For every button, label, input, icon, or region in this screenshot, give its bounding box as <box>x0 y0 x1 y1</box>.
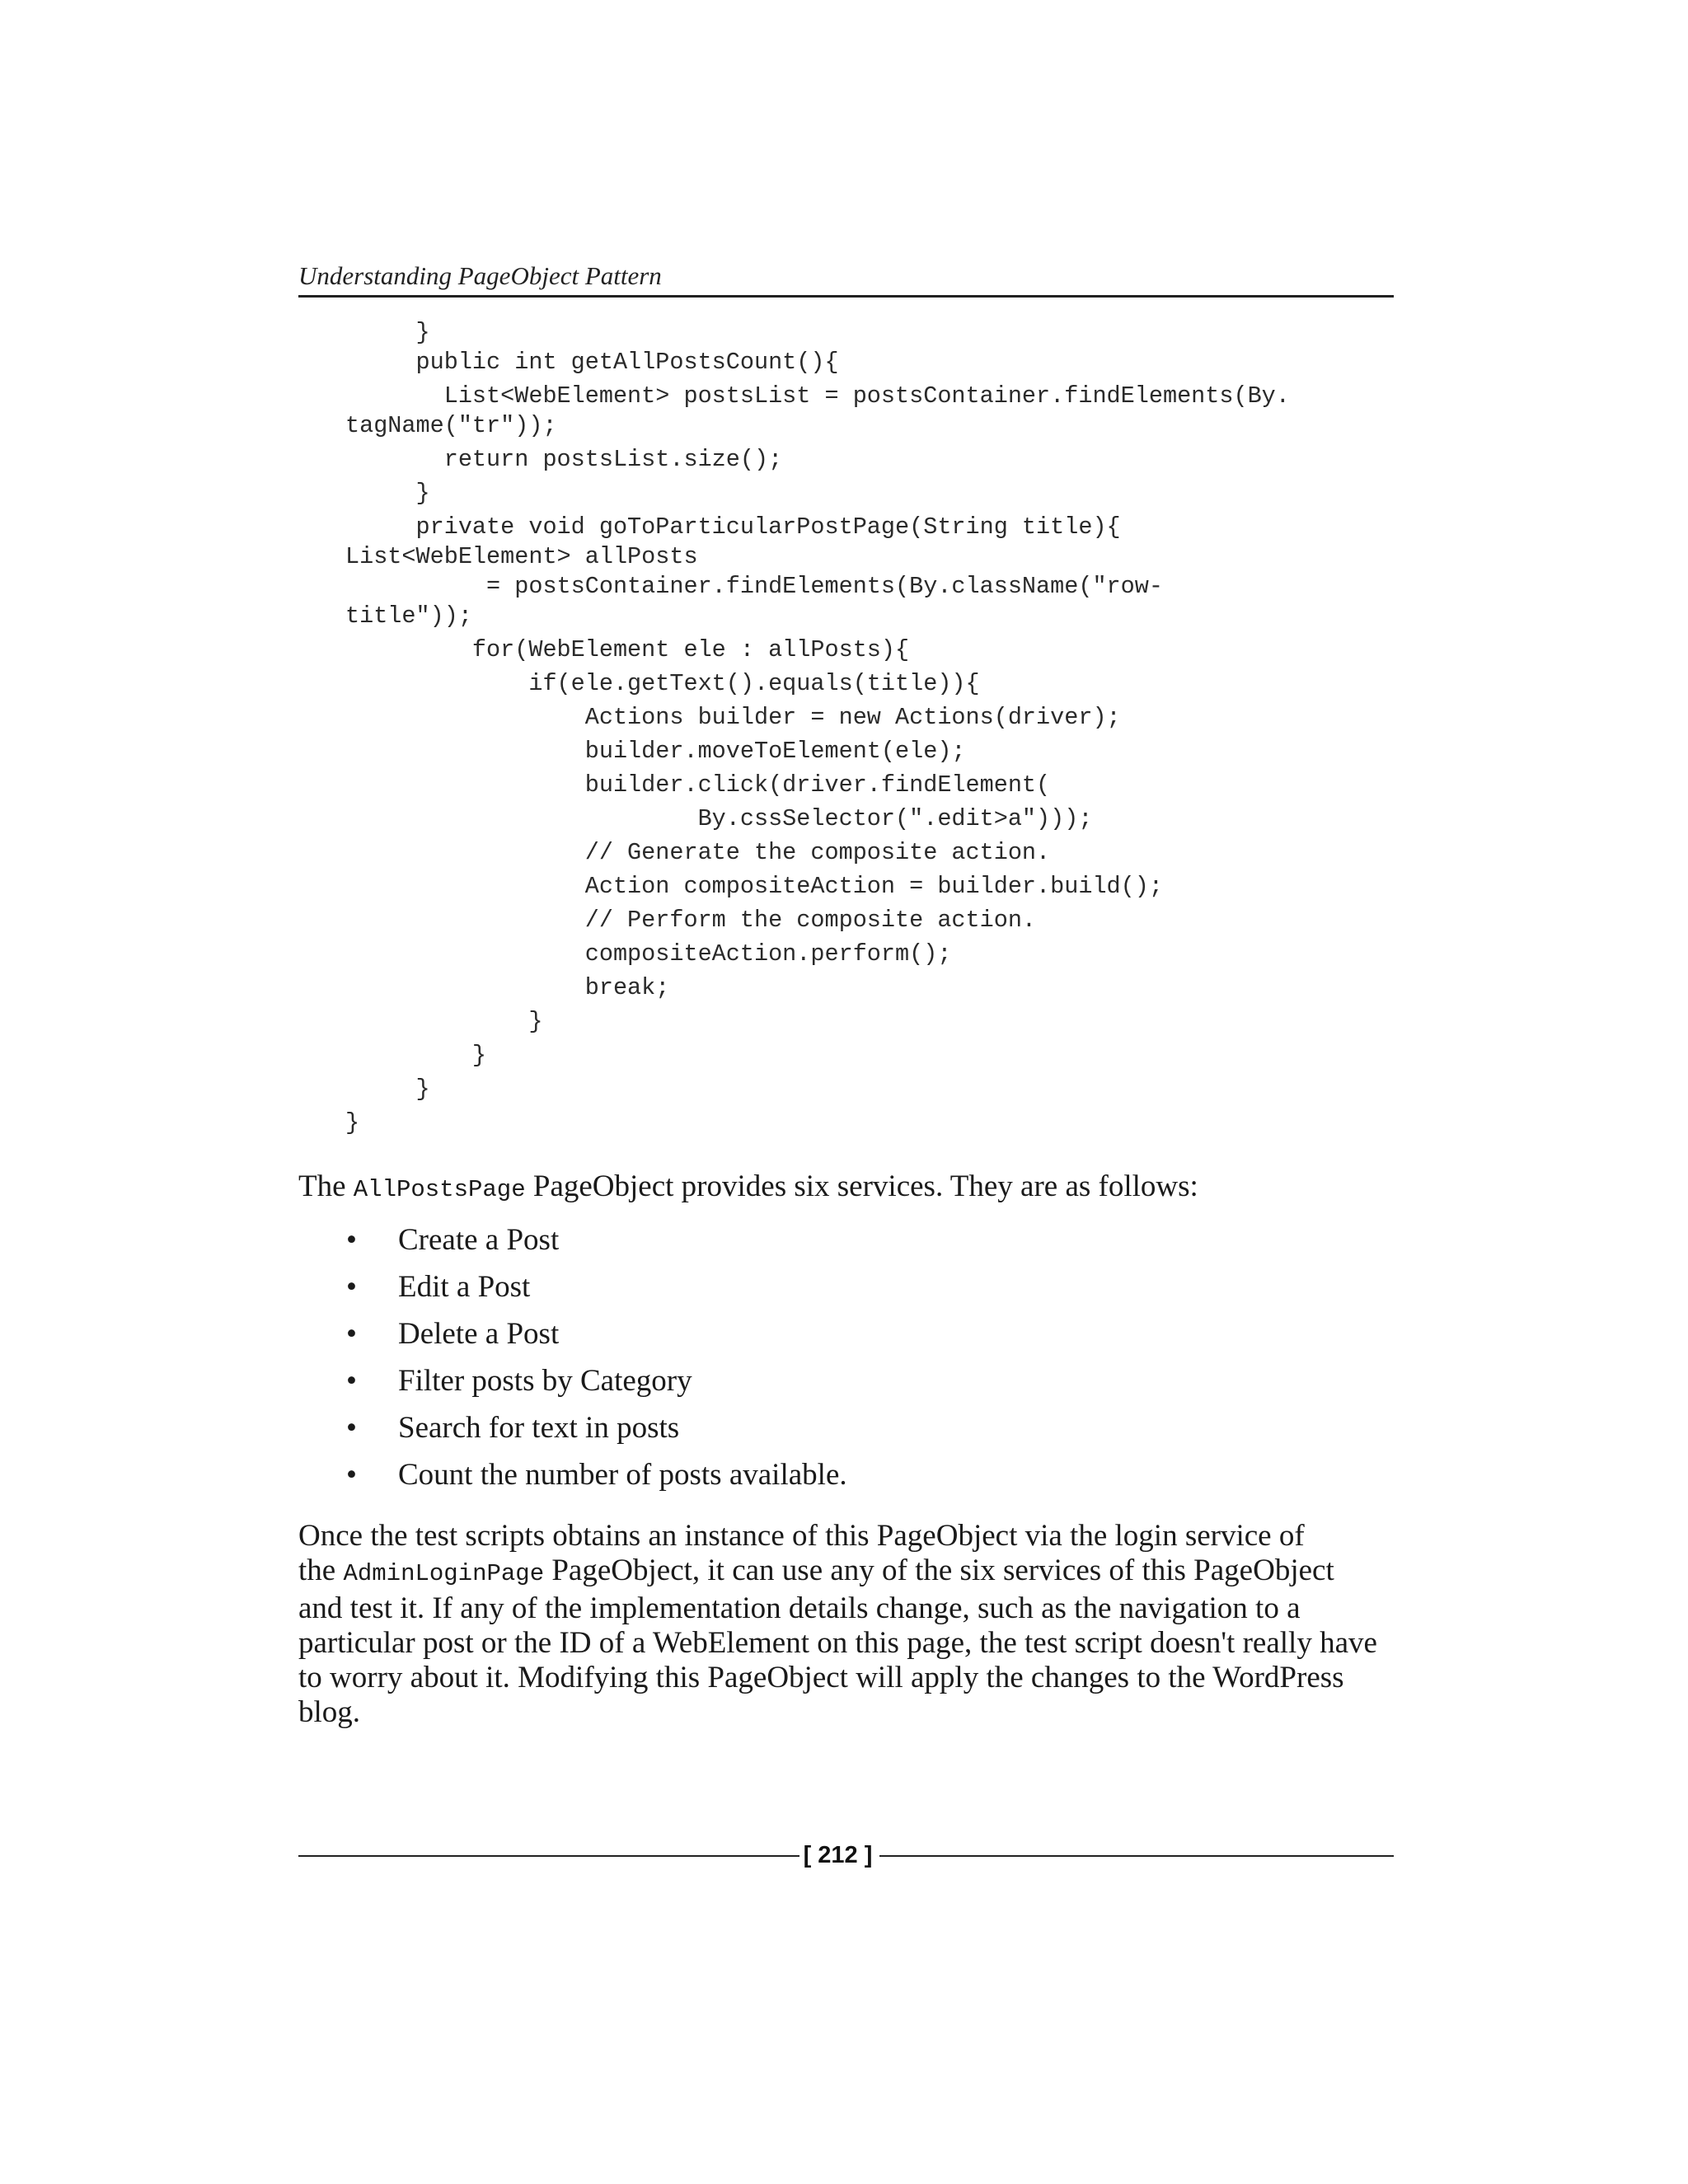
code-line: builder.moveToElement(ele); <box>345 738 966 765</box>
code-line: } <box>345 480 430 507</box>
code-line: List<WebElement> allPosts <box>345 543 698 570</box>
list-item-label: Filter posts by Category <box>398 1364 692 1398</box>
paragraph-line-1: Once the test scripts obtains an instance of this PageObject via the login service of <box>298 1519 1305 1553</box>
code-line: } <box>345 1076 430 1103</box>
list-item-label: Delete a Post <box>398 1317 560 1351</box>
code-line: return postsList.size(); <box>345 446 783 473</box>
code-line: public int getAllPostsCount(){ <box>345 349 839 376</box>
code-line: title")); <box>345 602 472 630</box>
code-line: private void goToParticularPostPage(String title){ <box>345 513 1121 541</box>
list-item-label: Search for text in posts <box>398 1411 680 1445</box>
intro-text-before: The <box>298 1169 354 1203</box>
bullet-icon: • <box>346 1223 357 1257</box>
intro-text-after: PageObject provides six services. They are as follows: <box>525 1169 1198 1203</box>
code-line: builder.click(driver.findElement( <box>345 771 1051 799</box>
list-item <box>346 1458 847 1505</box>
code-line: } <box>345 1109 360 1137</box>
list-item <box>346 1223 847 1270</box>
body-paragraph <box>298 1519 1394 1730</box>
bullet-icon: • <box>346 1458 357 1492</box>
code-line: Actions builder = new Actions(driver); <box>345 704 1121 731</box>
footer-rule-left <box>298 1855 799 1857</box>
code-line: compositeAction.perform(); <box>345 940 952 968</box>
code-listing <box>345 316 1290 1140</box>
bullet-icon: • <box>346 1411 357 1445</box>
intro-sentence <box>298 1169 1394 1207</box>
bullet-icon: • <box>346 1270 357 1304</box>
paragraph-line-2-after: PageObject, it can use any of the six services of this PageObject <box>544 1554 1334 1587</box>
code-line: = postsContainer.findElements(By.className("row- <box>345 573 1163 600</box>
list-item-label: Create a Post <box>398 1223 560 1257</box>
list-item <box>346 1364 847 1411</box>
list-item-label: Edit a Post <box>398 1270 531 1304</box>
bullet-icon: • <box>346 1364 357 1398</box>
code-line: // Perform the composite action. <box>345 907 1037 934</box>
list-item-label: Count the number of posts available. <box>398 1458 847 1492</box>
code-line: List<WebElement> postsList = postsContainer.findElements(By. <box>345 382 1290 410</box>
bullet-icon: • <box>346 1317 357 1351</box>
code-line: // Generate the composite action. <box>345 839 1051 866</box>
list-item <box>346 1317 847 1364</box>
code-line: for(WebElement ele : allPosts){ <box>345 636 910 663</box>
code-line: } <box>345 1042 487 1069</box>
code-line: break; <box>345 974 670 1001</box>
list-item <box>346 1411 847 1458</box>
paragraph-line-2-before: the <box>298 1554 344 1587</box>
code-line: if(ele.getText().equals(title)){ <box>345 670 980 697</box>
paragraph-rest: and test it. If any of the implementation details change, such as the navigation to a particular post or the ID of a WebElement on this page, the test script doesn't really have to worry about it. Modifying this PageObject will apply the changes to the WordPress blog. <box>298 1591 1377 1729</box>
services-list <box>346 1223 847 1505</box>
inline-code-adminloginpage: AdminLoginPage <box>343 1560 545 1587</box>
footer-rule-right <box>879 1855 1394 1857</box>
code-line: } <box>345 1008 543 1035</box>
chapter-title: Understanding PageObject Pattern <box>298 261 662 290</box>
code-line: tagName("tr")); <box>345 412 557 439</box>
list-item <box>346 1270 847 1317</box>
code-line: Action compositeAction = builder.build(); <box>345 873 1163 900</box>
page-footer <box>298 1839 1394 1872</box>
code-line: By.cssSelector(".edit>a"))); <box>345 805 1093 832</box>
running-header <box>298 260 1394 298</box>
inline-code-allpostspage: AllPostsPage <box>353 1176 526 1203</box>
page-number: [ 212 ] <box>803 1842 873 1868</box>
code-line: } <box>345 319 430 346</box>
